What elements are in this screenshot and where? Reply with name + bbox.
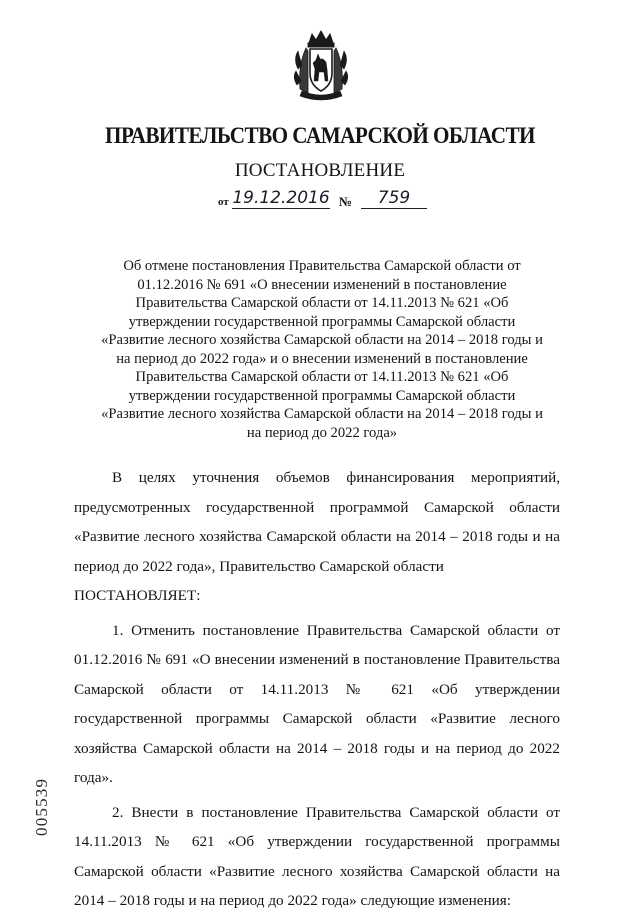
preamble-paragraph: В целях уточнения объемов финансирования мероприятий, предусмотренных государственной программой Самарской области «Развитие лесного хозяйства Самарской области на 2014 – 2018 годы и на период до 2022 года», Правительство Самарской области xyxy=(74,469,560,575)
item-1-paragraph: 1. Отменить постановление Правительства Самарской области от 01.12.2016 № 691 «О внесении изменений в постановление Правительства Самарской области от 14.11.2013 № 621 «Об утверждении государственной программы Самарской области «Развитие лесного хозяйства Самарской области на 2014 – 2018 годы и на период до 2022 года». xyxy=(74,621,560,786)
decree-word: ПОСТАНОВЛЯЕТ: xyxy=(74,587,201,604)
date-prefix: от xyxy=(218,196,229,208)
document-number: 759 xyxy=(361,188,427,209)
document-type: ПОСТАНОВЛЕНИЕ xyxy=(234,160,406,181)
samara-coat-of-arms-icon xyxy=(292,29,350,103)
number-prefix: № xyxy=(339,194,353,209)
document-subject: Об отмене постановления Правительства Самарской области от 01.12.2016 № 691 «О внесении изменений в постановление Правительства Самарской области от 14.11.2013 № 621 «Об утверждении государственной программы Самарской области «Развитие лесного хозяйства Самарской области на 2014 – 2018 годы и на период до 2022 года» и о внесении изменений в постановление Правительства Самарской области от 14.11.2013 № 621 «Об утверждении государственной программы Самарской области «Развитие лесного хозяйства Самарской области на 2014 – 2018 годы и на период до 2022 года» xyxy=(101,258,543,441)
margin-stamp-number: 005539 xyxy=(32,777,51,836)
date-number-line xyxy=(0,188,640,214)
date-value: 19.12.2016 xyxy=(232,188,330,208)
item-2-paragraph: 2. Внести в постановление Правительства Самарской области от 14.11.2013 № 621 «Об утверждении государственной программы Самарской области «Развитие лесного хозяйства Самарской области на 2014 – 2018 годы и на период до 2022 года» следующие изменения: xyxy=(74,803,560,909)
document-body xyxy=(74,463,560,916)
government-title: ПРАВИТЕЛЬСТВО САМАРСКОЙ ОБЛАСТИ xyxy=(105,123,535,148)
